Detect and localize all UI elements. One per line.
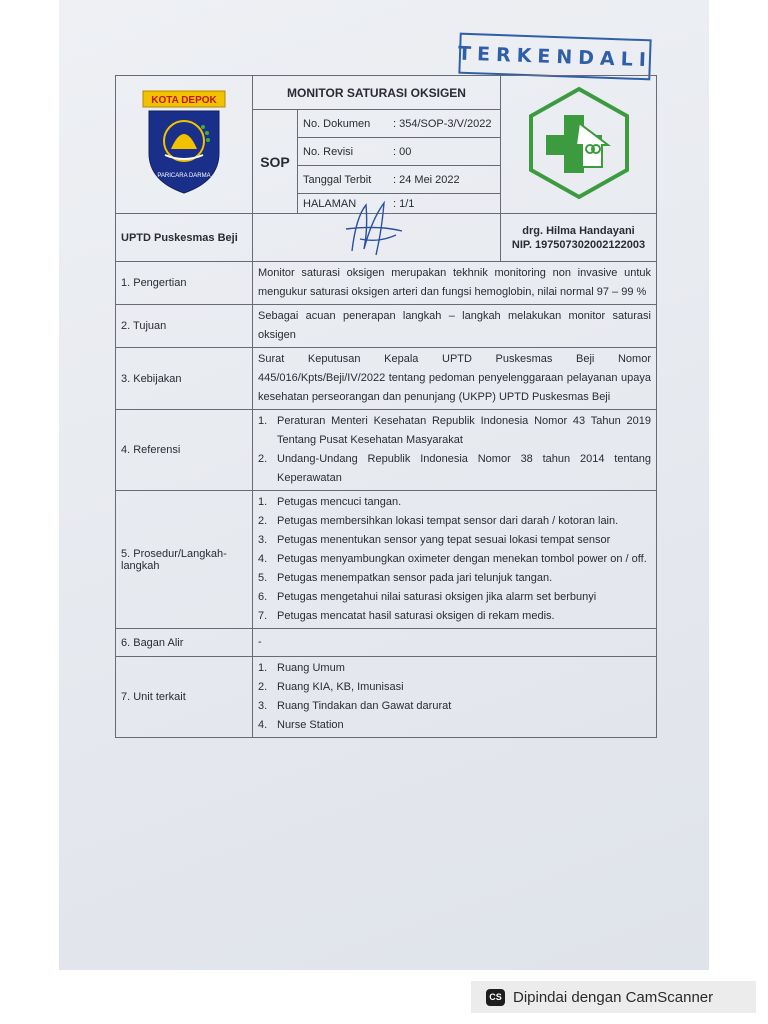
list-item: 1. Peraturan Menteri Kesehatan Republik Indonesia Nomor 43 Tahun 2019 Tentang Pusat Kesehatan Masyarakat bbox=[258, 415, 651, 446]
list-item: 4. Petugas menyambungkan oximeter dengan menekan tombol power on / off. bbox=[258, 553, 647, 565]
puskesmas-logo-icon bbox=[524, 85, 634, 201]
row-content-bagan-alir: - bbox=[253, 629, 657, 657]
row-content-pengertian: Monitor saturasi oksigen merupakan tekhnik monitoring non invasive untuk mengukur saturasi oksigen arteri dan fungsi hemoglobin, nilai normal 97 – 99 % bbox=[253, 262, 657, 305]
row-content-unit-terkait bbox=[253, 657, 657, 738]
signer-nip: NIP. 197507302002122003 bbox=[511, 238, 646, 251]
row-label-kebijakan: 3. Kebijakan bbox=[116, 348, 253, 410]
camscanner-text: Dipindai dengan CamScanner bbox=[513, 988, 714, 1006]
list-item: 5. Petugas menempatkan sensor pada jari telunjuk tangan. bbox=[258, 572, 553, 584]
terkendali-stamp: TERKENDALI bbox=[458, 33, 651, 81]
organization-name: UPTD Puskesmas Beji bbox=[116, 214, 253, 262]
row-label-bagan-alir: 6. Bagan Alir bbox=[116, 629, 253, 657]
depok-logo-cell bbox=[116, 76, 253, 214]
camscanner-logo-icon: CS bbox=[486, 989, 505, 1006]
list-item: 3. Petugas menentukan sensor yang tepat sesuai lokasi tempat sensor bbox=[258, 534, 611, 546]
list-item: 1. Petugas mencuci tangan. bbox=[258, 496, 402, 508]
signer-block bbox=[501, 214, 657, 262]
sop-table bbox=[115, 75, 657, 738]
list-item: 6. Petugas mengetahui nilai saturasi oksigen jika alarm set berbunyi bbox=[258, 591, 597, 603]
list-item: 2. Undang-Undang Republik Indonesia Nomor 38 tahun 2014 tentang Keperawatan bbox=[258, 453, 651, 484]
row-label-prosedur: 5. Prosedur/Langkah- langkah bbox=[116, 491, 253, 629]
meta-halaman: HALAMAN : 1/1 bbox=[298, 194, 501, 214]
list-item: 4. Nurse Station bbox=[258, 719, 344, 731]
signature-cell bbox=[253, 214, 501, 262]
meta-no-dokumen: No. Dokumen : 354/SOP-3/V/2022 bbox=[298, 110, 501, 138]
svg-text:PARICARA DARMA: PARICARA DARMA bbox=[157, 173, 211, 179]
row-content-prosedur bbox=[253, 491, 657, 629]
list-item: 1. Ruang Umum bbox=[258, 662, 345, 674]
signer-name: drg. Hilma Handayani bbox=[522, 224, 635, 237]
puskesmas-logo-cell bbox=[501, 76, 657, 214]
svg-text:KOTA DEPOK: KOTA DEPOK bbox=[151, 95, 217, 106]
meta-tanggal-terbit: Tanggal Terbit : 24 Mei 2022 bbox=[298, 166, 501, 194]
list-item: 2. Petugas membersihkan lokasi tempat sensor dari darah / kotoran lain. bbox=[258, 515, 619, 527]
camscanner-watermark bbox=[471, 981, 756, 1013]
meta-no-revisi: No. Revisi : 00 bbox=[298, 138, 501, 166]
sop-label: SOP bbox=[253, 110, 298, 214]
row-content-tujuan: Sebagai acuan penerapan langkah – langkah melakukan monitor saturasi oksigen bbox=[253, 305, 657, 348]
list-item: 7. Petugas mencatat hasil saturasi oksigen di rekam medis. bbox=[258, 610, 555, 622]
handwritten-signature-icon bbox=[338, 199, 408, 259]
row-label-pengertian: 1. Pengertian bbox=[116, 262, 253, 305]
document-title: MONITOR SATURASI OKSIGEN bbox=[253, 76, 501, 110]
row-label-referensi: 4. Referensi bbox=[116, 410, 253, 491]
list-item: 2. Ruang KIA, KB, Imunisasi bbox=[258, 681, 404, 693]
row-label-tujuan: 2. Tujuan bbox=[116, 305, 253, 348]
list-item: 3. Ruang Tindakan dan Gawat darurat bbox=[258, 700, 452, 712]
kota-depok-emblem-icon bbox=[141, 89, 227, 197]
row-content-referensi bbox=[253, 410, 657, 491]
row-label-unit-terkait: 7. Unit terkait bbox=[116, 657, 253, 738]
row-content-kebijakan: Surat Keputusan Kepala UPTD Puskesmas Beji Nomor 445/016/Kpts/Beji/IV/2022 tentang pedoman penyelenggaraan pelayanan upaya kesehatan perseorangan dan penunjang (UKPP) UPTD Puskesmas Beji bbox=[253, 348, 657, 410]
